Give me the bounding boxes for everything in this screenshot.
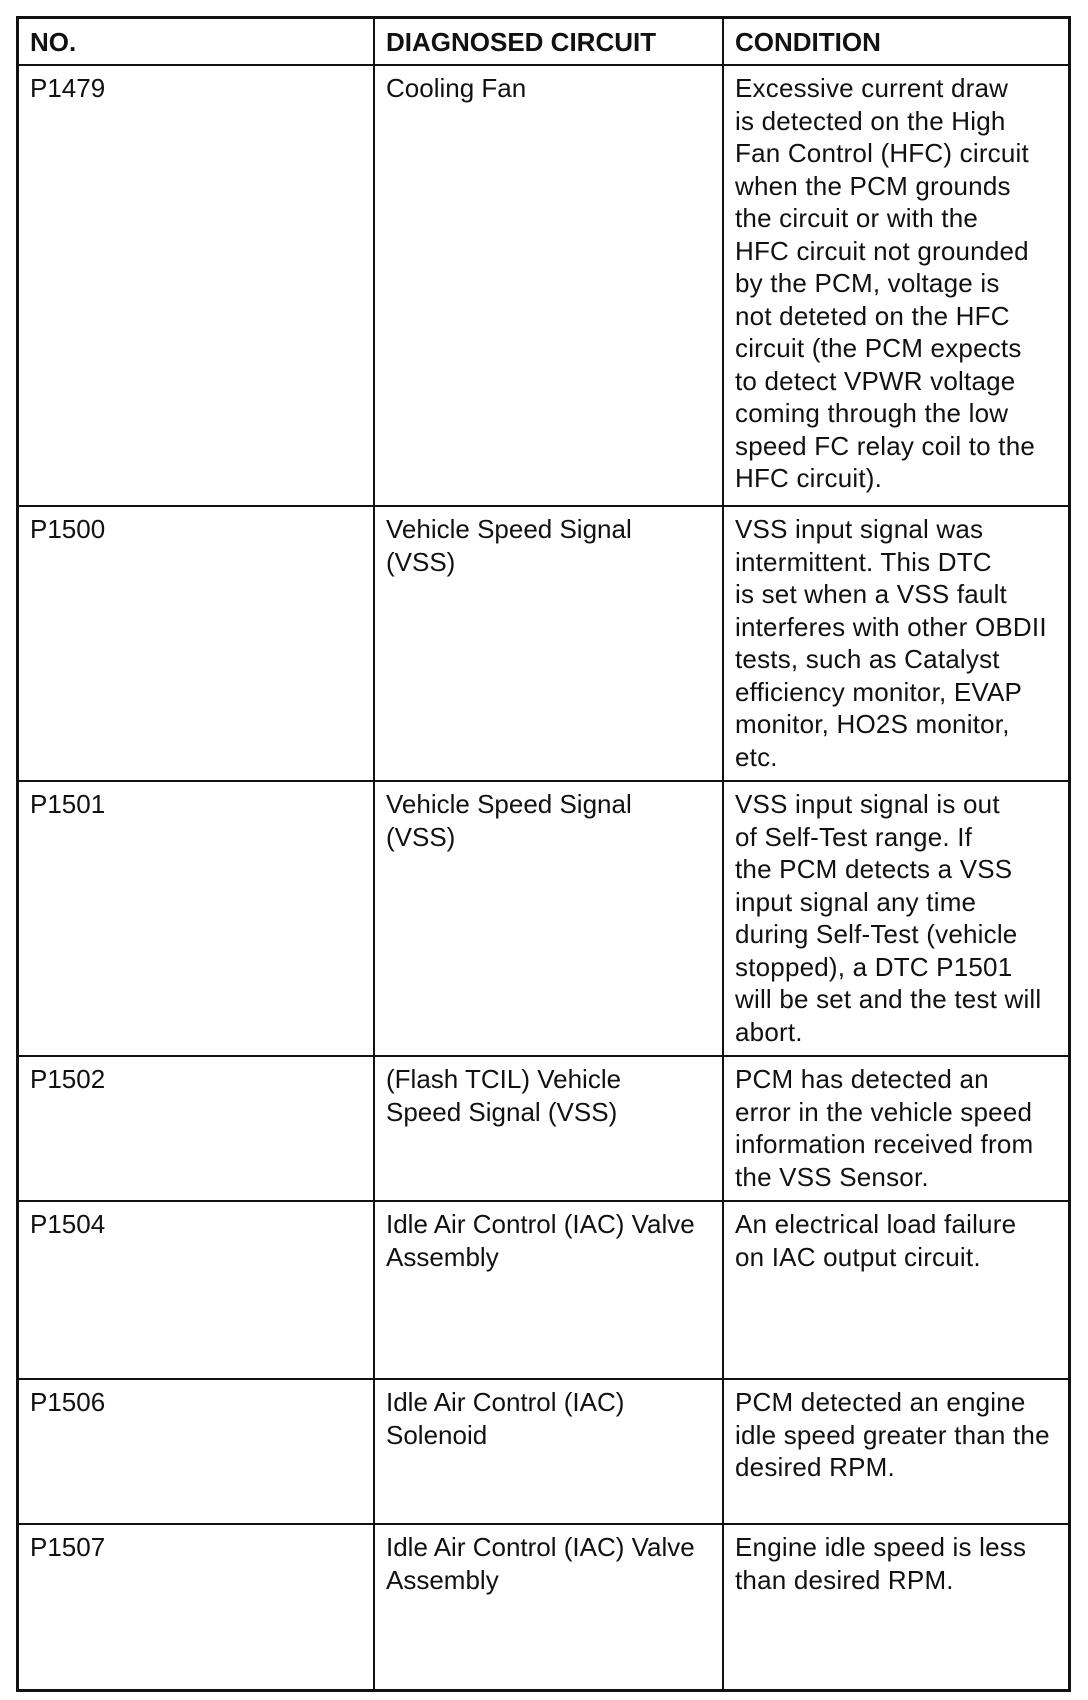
table-row — [19, 65, 1068, 506]
table-row — [19, 1056, 1068, 1201]
dtc-code: P1507 — [19, 1524, 374, 1689]
dtc-code: P1479 — [19, 65, 374, 506]
diagnosed-circuit: Vehicle Speed Signal (VSS) — [374, 506, 723, 781]
table-row — [19, 1201, 1068, 1379]
condition: PCM has detected an error in the vehicle speed information received from the VSS Sensor. — [723, 1056, 1068, 1201]
condition: PCM detected an engine idle speed greater than the desired RPM. — [723, 1379, 1068, 1524]
dtc-code: P1500 — [19, 506, 374, 781]
diagnosed-circuit: Cooling Fan — [374, 65, 723, 506]
header-condition: CONDITION — [723, 19, 1068, 65]
diagnosed-circuit: Idle Air Control (IAC) Valve Assembly — [374, 1201, 723, 1379]
condition: VSS input signal is out of Self-Test range. If the PCM detects a VSS input signal any time during Self-Test (vehicle stopped), a DTC P1501 will be set and the test will abort. — [723, 781, 1068, 1056]
table-row — [19, 506, 1068, 781]
dtc-code: P1504 — [19, 1201, 374, 1379]
table-header-row — [19, 19, 1068, 65]
table-row — [19, 1524, 1068, 1689]
condition: Engine idle speed is less than desired RPM. — [723, 1524, 1068, 1689]
dtc-code: P1501 — [19, 781, 374, 1056]
header-no: NO. — [19, 19, 374, 65]
diagnosed-circuit: Idle Air Control (IAC) Valve Assembly — [374, 1524, 723, 1689]
condition: Excessive current draw is detected on the High Fan Control (HFC) circuit when the PCM grounds the circuit or with the HFC circuit not grounded by the PCM, voltage is not deteted on the HFC circuit (the PCM expects to detect VPWR voltage coming through the low speed FC relay coil to the HFC circuit). — [723, 65, 1068, 506]
table-row — [19, 1379, 1068, 1524]
diagnosed-circuit: (Flash TCIL) Vehicle Speed Signal (VSS) — [374, 1056, 723, 1201]
diagnosed-circuit: Idle Air Control (IAC) Solenoid — [374, 1379, 723, 1524]
diagnosed-circuit: Vehicle Speed Signal (VSS) — [374, 781, 723, 1056]
condition: An electrical load failure on IAC output circuit. — [723, 1201, 1068, 1379]
dtc-code: P1502 — [19, 1056, 374, 1201]
dtc-table-page — [16, 16, 1071, 1692]
table-row — [19, 781, 1068, 1056]
dtc-code: P1506 — [19, 1379, 374, 1524]
header-diagnosed-circuit: DIAGNOSED CIRCUIT — [374, 19, 723, 65]
dtc-table — [19, 19, 1068, 1689]
condition: VSS input signal was intermittent. This DTC is set when a VSS fault interferes with other OBDII tests, such as Catalyst efficiency monitor, EVAP monitor, HO2S monitor, etc. — [723, 506, 1068, 781]
